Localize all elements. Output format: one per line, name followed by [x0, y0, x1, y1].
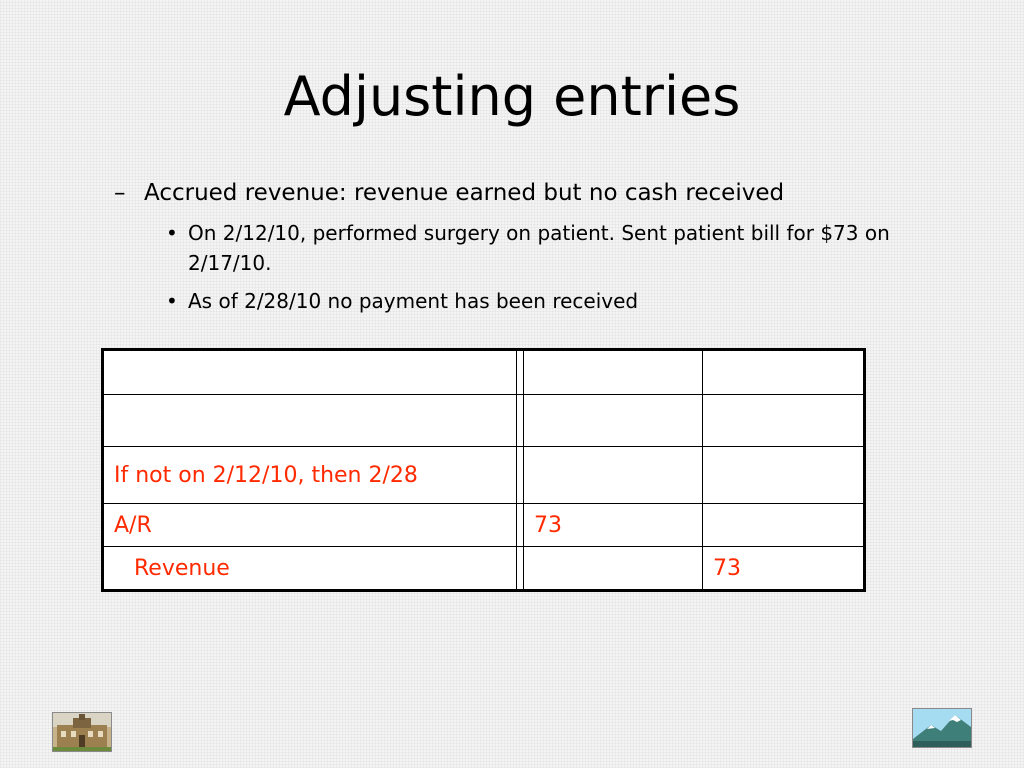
table-row [103, 547, 865, 591]
bullet-marker: • [166, 289, 178, 313]
account-cell [103, 350, 517, 395]
bullet-text: As of 2/28/10 no payment has been received [188, 289, 639, 313]
dash-list-item [114, 178, 784, 208]
spacer-cell [517, 447, 524, 504]
dash-item-text: Accrued revenue: revenue earned but no cash received [144, 180, 785, 206]
debit-cell [524, 395, 703, 447]
credit-cell: 73 [703, 547, 865, 591]
account-cell: A/R [103, 504, 517, 547]
account-cell [103, 395, 517, 447]
journal-entry-table [101, 348, 866, 592]
bullet-item [166, 286, 966, 316]
debit-cell: 73 [524, 504, 703, 547]
debit-cell [524, 447, 703, 504]
debit-cell [524, 350, 703, 395]
dash-marker: – [114, 180, 126, 206]
table-row [103, 447, 865, 504]
spacer-cell [517, 547, 524, 591]
credit-cell [703, 350, 865, 395]
account-cell: If not on 2/12/10, then 2/28 [103, 447, 517, 504]
spacer-cell [517, 350, 524, 395]
credit-cell [703, 447, 865, 504]
table-row [103, 395, 865, 447]
mountain-thumbnail-icon[interactable] [912, 708, 972, 748]
debit-cell [524, 547, 703, 591]
slide-title: Adjusting entries [283, 65, 741, 128]
table-row [103, 504, 865, 547]
bullet-text: On 2/12/10, performed surgery on patient. Sent patient bill for $73 on 2/17/10. [188, 221, 890, 275]
account-cell: Revenue [103, 547, 517, 591]
table-row [103, 350, 865, 395]
spacer-cell [517, 504, 524, 547]
spacer-cell [517, 395, 524, 447]
building-thumbnail-icon[interactable] [52, 712, 112, 752]
bullet-item [166, 218, 966, 278]
credit-cell [703, 395, 865, 447]
bullet-marker: • [166, 221, 178, 245]
credit-cell [703, 504, 865, 547]
